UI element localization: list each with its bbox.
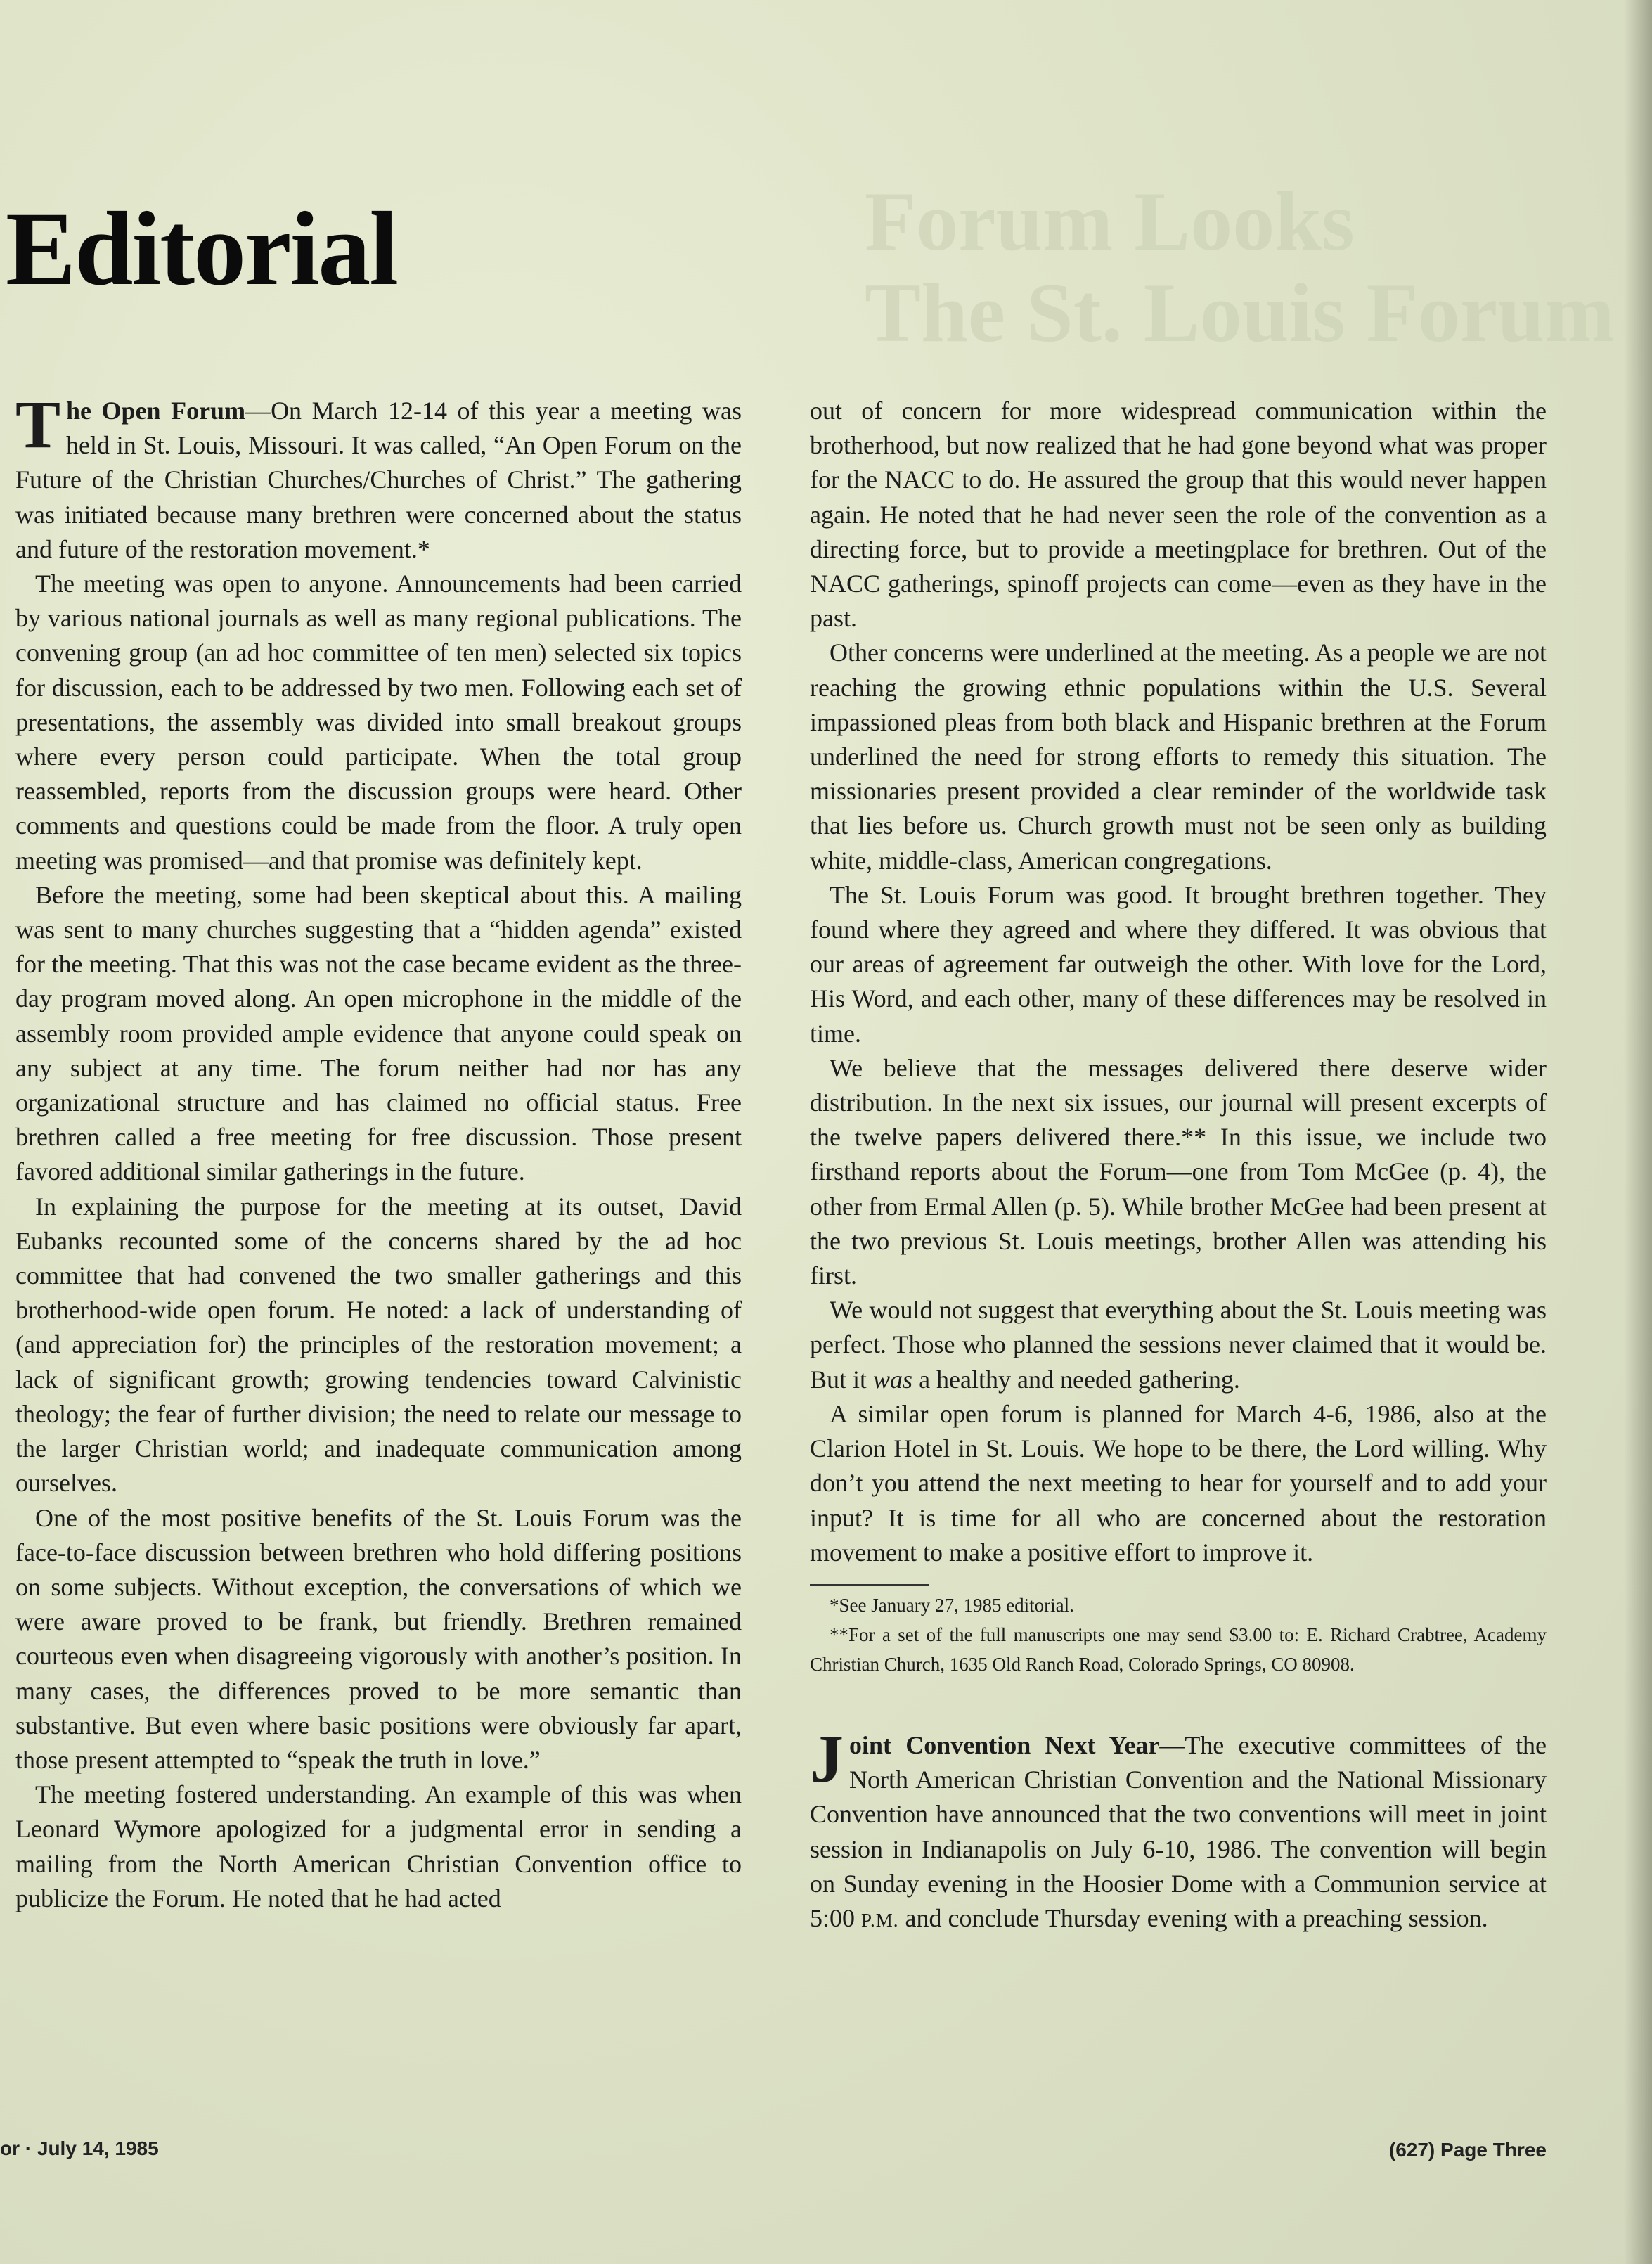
paragraph-text: and conclude Thursday evening with a preaching session. (898, 1903, 1488, 1932)
paragraph (810, 1720, 1547, 1938)
paragraph-text: We would not suggest that everything about the St. Louis meeting was perfect. Those who planned the sessions never claimed that it would be. But it (810, 1296, 1547, 1394)
paragraph (15, 387, 742, 567)
footnote-rule (810, 1584, 929, 1586)
footnotes (810, 1590, 1547, 1679)
footnote: **For a set of the full manuscripts one may send $3.00 to: E. Richard Crabtree, Academy Christian Church, 1635 Old Ranch Road, Colorado Springs, CO 80908. (810, 1623, 1547, 1675)
section-heading: he Open Forum (66, 397, 246, 425)
ghost-line: The St. Louis Forum (865, 266, 1615, 359)
emphasis: was (873, 1365, 913, 1394)
paragraph: One of the most positive benefits of the St. Louis Forum was the face-to-face discussion between brethren who hold differing positions on some subjects. Without exception, the conversations of which we were aware proved to be frank, but friendly. Brethren remained courteous even when disagreeing vigorously with another’s position. In many cases, the differences proved to be more semantic than substantive. But even where basic positions were obviously far apart, those present attempted to “speak the truth in love.” (15, 1503, 742, 1774)
paragraph: out of concern for more widespread communication within the brotherhood, but now realized that he had gone beyond what was proper for the NACC to do. He assured the group that this would never happen again. He noted that he had never seen the role of the convention as a directing force, but to provide a meetingplace for brethren. Out of the NACC gatherings, spinoff projects can come—even as they have in the past. (810, 397, 1547, 633)
paragraph: The meeting was open to anyone. Announcements had been carried by various national journals as well as many regional publications. The convening group (an ad hoc committee of ten men) selected six topics for discussion, each to be addressed by two men. Following each set of presentations, the assembly was divided into small breakout groups where every person could participate. When the total group reassembled, reports from the discussion groups were heard. Other comments and questions could be made from the floor. A truly open meeting was promised—and that promise was definitely kept. (15, 570, 742, 875)
paragraph: A similar open forum is planned for March 4-6, 1986, also at the Clarion Hotel in St. Louis. We hope to be there, the Lord willing. Why don’t you attend the next meeting to hear for yourself and to add your input? It is time for all who are concerned about the restoration movement to make a positive effort to improve it. (810, 1399, 1547, 1567)
paragraph-text: —The executive committees of the North American Christian Convention and the National Missionary Convention have announced that the two conventions will meet in joint session in Indianapolis on July 6-10, 1986. The convention will begin on Sunday evening in the Hoosier Dome with a Communion service at 5:00 (810, 1730, 1547, 1932)
paragraph: In explaining the purpose for the meeting at its outset, David Eubanks recounted some of the concerns shared by the ad hoc committee that had convened the two smaller gatherings and this brotherhood-wide open forum. He noted: a lack of understanding of (and appreciation for) the principles of the restoration movement; a lack of significant growth; growing tendencies toward Calvinistic theology; the fear of further division; the need to relate our message to the larger Christian world; and inadequate communication among ourselves. (15, 1192, 742, 1498)
show-through-text (865, 174, 1615, 359)
paragraph: We believe that the messages delivered there deserve wider distribution. In the next six issues, our journal will present excerpts of the twelve papers delivered there.** In this issue, we include two firsthand reports about the Forum—one from Tom McGee (p. 4), the other from Ermal Allen (p. 5). While brother McGee had been present at the two previous St. Louis meetings, brother Allen was attending his first. (810, 1053, 1547, 1290)
page-number: (627) Page Three (1388, 2139, 1547, 2161)
ghost-line: Forum Looks (865, 174, 1355, 268)
paragraph: The St. Louis Forum was good. It brought brethren together. They found where they agreed and where they differed. It was obvious that our areas of agreement far outweigh the other. With love for the Lord, His Word, and each other, many of these differences may be resolved in time. (810, 880, 1547, 1048)
paragraph (810, 1293, 1547, 1397)
joint-convention-section (810, 1720, 1547, 1938)
page-edge-shadow (1624, 0, 1652, 2264)
paragraph: Other concerns were underlined at the meeting. As a people we are not reaching the growing ethnic populations within the U.S. Several impassioned pleas from both black and Hispanic brethren at the Forum underlined the need for strong efforts to remedy this situation. The missionaries present provided a clear reminder of the worldwide task that lies before us. Church growth must not be seen only as building white, middle-class, American congregations. (810, 638, 1547, 875)
right-column (810, 394, 1547, 1938)
paragraph-text: —On March 12-14 of this year a meeting was held in St. Louis, Missouri. It was called, “An Open Forum on the Future of the Christian Churches/Churches of Christ.” The gathering was initiated because many brethren were concerned about the status and future of the restoration movement.* (15, 397, 742, 563)
paragraph: The meeting fostered understanding. An example of this was when Leonard Wymore apologized for a judgmental error in sending a mailing from the North American Christian Convention office to publicize the Forum. He noted that he had acted (15, 1780, 742, 1912)
time-suffix: P.M. (861, 1909, 899, 1931)
paragraph-text: a healthy and needed gathering. (912, 1365, 1240, 1394)
section-heading: oint Convention Next Year (849, 1730, 1160, 1759)
issue-date: or · July 14, 1985 (0, 2137, 159, 2159)
left-column (15, 387, 742, 1916)
drop-cap: J (810, 1720, 844, 1796)
page-title: Editorial (6, 191, 398, 307)
footnote: *See January 27, 1985 editorial. (830, 1594, 1074, 1616)
drop-cap: T (15, 387, 61, 462)
paragraph: Before the meeting, some had been skeptical about this. A mailing was sent to many churches suggesting that a “hidden agenda” existed for the meeting. That this was not the case became evident as the three-day program moved along. An open microphone in the middle of the assembly room provided ample evidence that anyone could speak on any subject at any time. The forum neither had nor has any organizational structure and has claimed no official status. Free brethren called a free meeting for free discussion. Those present favored additional similar gatherings in the future. (15, 880, 742, 1186)
